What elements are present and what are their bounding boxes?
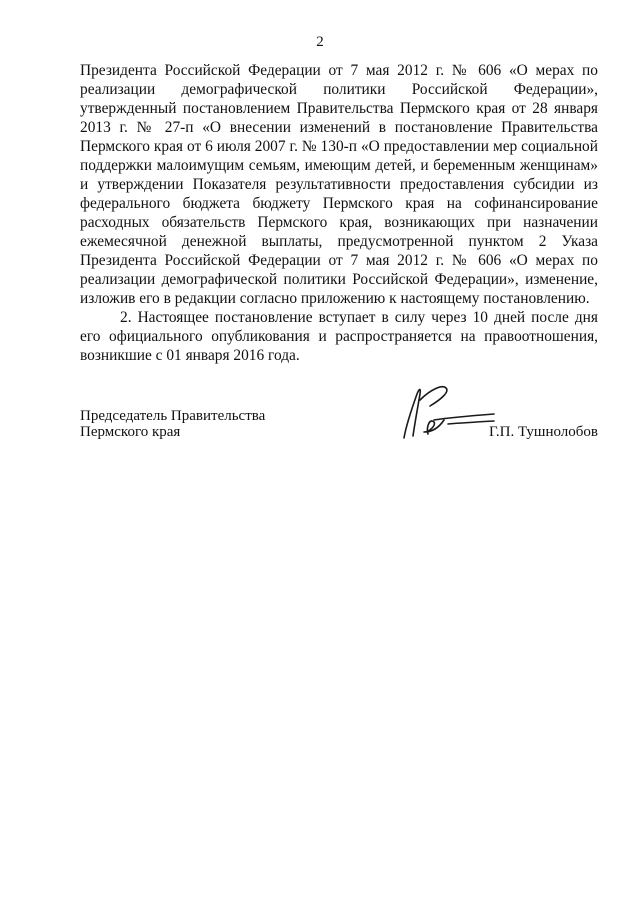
signer-position-line-1: Председатель Правительства bbox=[80, 408, 266, 424]
document-body bbox=[80, 61, 598, 365]
signer-name: Г.П. Тушнолобов bbox=[488, 424, 598, 440]
page-number: 2 bbox=[316, 34, 324, 50]
body-paragraph-1: Президента Российской Федерации от 7 мая 2012 г. № 606 «О мерах по реализации демографической политики Российской Федерации», утвержденный постановлением Правительства Пермского края от 28 января 2013 г. № 27-п «О внесении изменений в постановление Правительства Пермского края от 6 июля 2007 г. № 130-п «О предоставлении мер социальной поддержки малоимущим семьям, имеющим детей, и беременным женщинам» и утверждении Показателя результативности предоставления субсидии из федерального бюджета бюджету Пермского края на софинансирование расходных обязательств Пермского края, возникающих при назначении ежемесячной денежной выплаты, предусмотренной пунктом 2 Указа Президента Российской Федерации от 7 мая 2012 г. № 606 «О мерах по реализации демографической политики Российской Федерации», изменение, изложив его в редакции согласно приложению к настоящему постановлению. bbox=[80, 62, 598, 307]
signer-position-line-2: Пермского края bbox=[80, 424, 181, 440]
signer-position bbox=[80, 408, 320, 440]
handwritten-signature bbox=[390, 382, 500, 442]
signature-block bbox=[80, 408, 598, 448]
body-paragraph-2: 2. Настоящее постановление вступает в силу через 10 дней после дня его официального опубликования и распространяется на правоотношения, возникшие с 01 января 2016 года. bbox=[80, 309, 598, 364]
